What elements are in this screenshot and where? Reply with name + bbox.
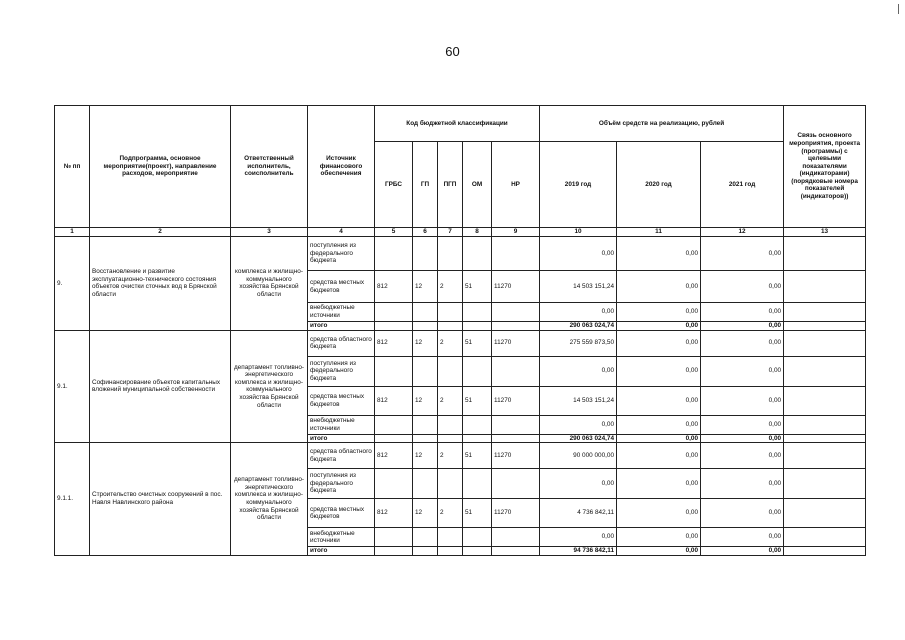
- code-gp: [413, 528, 438, 547]
- code-grbs: [375, 237, 413, 271]
- code-nr: [492, 322, 540, 331]
- code-pgp: [438, 237, 463, 271]
- table-row: [55, 330, 866, 356]
- code-om: 51: [463, 271, 492, 303]
- code-nr: [492, 469, 540, 499]
- header-pgp: ПГП: [438, 142, 463, 228]
- column-number: 12: [701, 228, 784, 237]
- code-pgp: [438, 322, 463, 331]
- code-pgp: [438, 415, 463, 434]
- header-om: ОМ: [463, 142, 492, 228]
- amount-2021: 0,00: [701, 356, 784, 386]
- funding-source: итого: [308, 434, 375, 443]
- column-number: 7: [438, 228, 463, 237]
- column-number: 1: [55, 228, 90, 237]
- amount-2020: 0,00: [617, 499, 701, 528]
- item-executor: департамент топливно-энергетического комплекса и жилищно-коммунального хозяйства Брянской области: [231, 443, 308, 556]
- funding-source: средства областного бюджета: [308, 443, 375, 469]
- code-grbs: [375, 528, 413, 547]
- code-pgp: [438, 303, 463, 322]
- funding-source: внебюджетные источники: [308, 415, 375, 434]
- code-gp: 12: [413, 271, 438, 303]
- code-grbs: 812: [375, 443, 413, 469]
- indicator-link-cell: [784, 303, 866, 322]
- amount-2021: 0,00: [701, 271, 784, 303]
- amount-2021: 0,00: [701, 469, 784, 499]
- code-grbs: 812: [375, 271, 413, 303]
- code-gp: 12: [413, 330, 438, 356]
- amount-2019: 14 503 151,24: [540, 386, 617, 415]
- code-nr: 11270: [492, 330, 540, 356]
- amount-2019: 290 063 024,74: [540, 322, 617, 331]
- amount-2019: 14 503 151,24: [540, 271, 617, 303]
- amount-2019: 0,00: [540, 303, 617, 322]
- code-gp: [413, 415, 438, 434]
- column-number: 2: [90, 228, 231, 237]
- header-2020: 2020 год: [617, 142, 701, 228]
- table-row: [55, 443, 866, 469]
- code-gp: [413, 356, 438, 386]
- indicator-link-cell: [784, 415, 866, 434]
- amount-2019: 90 000 000,00: [540, 443, 617, 469]
- amount-2021: 0,00: [701, 237, 784, 271]
- amount-2019: 0,00: [540, 237, 617, 271]
- table-row: [55, 237, 866, 271]
- code-gp: [413, 322, 438, 331]
- item-number: 9.: [55, 237, 90, 331]
- code-pgp: [438, 547, 463, 556]
- code-om: [463, 528, 492, 547]
- header-name: Подпрограмма, основное мероприятие(проект), направление расходов, мероприятие: [90, 106, 231, 228]
- code-gp: [413, 469, 438, 499]
- item-executor: комплекса и жилищно-коммунального хозяйства Брянской области: [231, 237, 308, 331]
- code-pgp: [438, 528, 463, 547]
- code-nr: 11270: [492, 271, 540, 303]
- header-nr: НР: [492, 142, 540, 228]
- amount-2021: 0,00: [701, 303, 784, 322]
- amount-2021: 0,00: [701, 443, 784, 469]
- funding-source: средства областного бюджета: [308, 330, 375, 356]
- amount-2019: 290 063 024,74: [540, 434, 617, 443]
- column-number: 8: [463, 228, 492, 237]
- header-executor: Ответственный исполнитель, соисполнитель: [231, 106, 308, 228]
- code-nr: [492, 434, 540, 443]
- code-nr: 11270: [492, 386, 540, 415]
- amount-2020: 0,00: [617, 434, 701, 443]
- code-om: 51: [463, 330, 492, 356]
- column-number-row: [55, 228, 866, 237]
- funding-source: средства местных бюджетов: [308, 386, 375, 415]
- code-pgp: [438, 469, 463, 499]
- column-number: 13: [784, 228, 866, 237]
- funding-source: внебюджетные источники: [308, 528, 375, 547]
- funding-source: поступления из федерального бюджета: [308, 469, 375, 499]
- amount-2020: 0,00: [617, 415, 701, 434]
- code-pgp: 2: [438, 386, 463, 415]
- indicator-link-cell: [784, 330, 866, 356]
- code-om: [463, 356, 492, 386]
- code-om: [463, 237, 492, 271]
- code-gp: [413, 547, 438, 556]
- column-number: 11: [617, 228, 701, 237]
- code-pgp: 2: [438, 499, 463, 528]
- code-grbs: [375, 303, 413, 322]
- code-om: [463, 547, 492, 556]
- amount-2019: 4 736 842,11: [540, 499, 617, 528]
- amount-2020: 0,00: [617, 237, 701, 271]
- amount-2019: 0,00: [540, 469, 617, 499]
- amount-2019: 94 736 842,11: [540, 547, 617, 556]
- amount-2019: 275 559 873,50: [540, 330, 617, 356]
- item-name: Строительство очистных сооружений в пос. Навля Навлинского района: [90, 443, 231, 556]
- code-gp: [413, 434, 438, 443]
- funding-source: поступления из федерального бюджета: [308, 237, 375, 271]
- code-gp: [413, 237, 438, 271]
- header-grbs: ГРБС: [375, 142, 413, 228]
- scan-edge-mark: [898, 4, 899, 14]
- indicator-link-cell: [784, 271, 866, 303]
- amount-2020: 0,00: [617, 547, 701, 556]
- indicator-link-cell: [784, 434, 866, 443]
- amount-2021: 0,00: [701, 322, 784, 331]
- code-grbs: [375, 322, 413, 331]
- amount-2021: 0,00: [701, 547, 784, 556]
- code-nr: [492, 356, 540, 386]
- funding-source: итого: [308, 322, 375, 331]
- amount-2020: 0,00: [617, 271, 701, 303]
- code-grbs: [375, 415, 413, 434]
- item-executor: департамент топливно-энергетического комплекса и жилищно-коммунального хозяйства Брянской области: [231, 330, 308, 443]
- code-gp: 12: [413, 499, 438, 528]
- amount-2020: 0,00: [617, 330, 701, 356]
- code-grbs: 812: [375, 330, 413, 356]
- code-om: [463, 415, 492, 434]
- amount-2019: 0,00: [540, 528, 617, 547]
- amount-2021: 0,00: [701, 415, 784, 434]
- header-source: Источник финансового обеспечения: [308, 106, 375, 228]
- code-om: [463, 322, 492, 331]
- code-gp: 12: [413, 386, 438, 415]
- column-number: 4: [308, 228, 375, 237]
- code-om: [463, 303, 492, 322]
- indicator-link-cell: [784, 547, 866, 556]
- code-nr: 11270: [492, 499, 540, 528]
- indicator-link-cell: [784, 322, 866, 331]
- code-pgp: 2: [438, 271, 463, 303]
- indicator-link-cell: [784, 528, 866, 547]
- page-number: 60: [445, 44, 460, 59]
- code-nr: [492, 415, 540, 434]
- funding-source: средства местных бюджетов: [308, 499, 375, 528]
- funding-source: внебюджетные источники: [308, 303, 375, 322]
- column-number: 6: [413, 228, 438, 237]
- header-2021: 2021 год: [701, 142, 784, 228]
- header-gp: ГП: [413, 142, 438, 228]
- header-num: № пп: [55, 106, 90, 228]
- column-number: 5: [375, 228, 413, 237]
- indicator-link-cell: [784, 237, 866, 271]
- column-number: 3: [231, 228, 308, 237]
- code-pgp: 2: [438, 443, 463, 469]
- amount-2019: 0,00: [540, 415, 617, 434]
- header-budget-classification: Код бюджетной классификации: [375, 106, 540, 142]
- funding-source: поступления из федерального бюджета: [308, 356, 375, 386]
- code-grbs: [375, 356, 413, 386]
- code-om: [463, 434, 492, 443]
- amount-2020: 0,00: [617, 443, 701, 469]
- amount-2020: 0,00: [617, 528, 701, 547]
- code-pgp: [438, 356, 463, 386]
- column-number: 9: [492, 228, 540, 237]
- code-om: [463, 469, 492, 499]
- indicator-link-cell: [784, 386, 866, 415]
- funding-source: итого: [308, 547, 375, 556]
- code-nr: [492, 528, 540, 547]
- amount-2019: 0,00: [540, 356, 617, 386]
- header-indicator-link: Связь основного мероприятия, проекта (программы) с целевыми показателями (индикаторами) (порядковые номера показателей (индикаторов)): [784, 106, 866, 228]
- amount-2020: 0,00: [617, 386, 701, 415]
- amount-2021: 0,00: [701, 434, 784, 443]
- item-name: Восстановление и развитие эксплуатационно-технического состояния объектов очистки сточных вод в Брянской области: [90, 237, 231, 331]
- code-nr: 11270: [492, 443, 540, 469]
- item-number: 9.1.1.: [55, 443, 90, 556]
- header-volume: Объём средств на реализацию, рублей: [540, 106, 784, 142]
- code-nr: [492, 237, 540, 271]
- code-gp: 12: [413, 443, 438, 469]
- code-pgp: 2: [438, 330, 463, 356]
- budget-table: [54, 105, 866, 556]
- code-nr: [492, 303, 540, 322]
- indicator-link-cell: [784, 499, 866, 528]
- code-om: 51: [463, 443, 492, 469]
- code-gp: [413, 303, 438, 322]
- amount-2021: 0,00: [701, 499, 784, 528]
- funding-source: средства местных бюджетов: [308, 271, 375, 303]
- code-grbs: 812: [375, 499, 413, 528]
- code-nr: [492, 547, 540, 556]
- amount-2020: 0,00: [617, 469, 701, 499]
- code-pgp: [438, 434, 463, 443]
- code-grbs: [375, 547, 413, 556]
- indicator-link-cell: [784, 356, 866, 386]
- amount-2021: 0,00: [701, 528, 784, 547]
- amount-2020: 0,00: [617, 356, 701, 386]
- code-grbs: [375, 434, 413, 443]
- indicator-link-cell: [784, 469, 866, 499]
- code-grbs: 812: [375, 386, 413, 415]
- code-om: 51: [463, 386, 492, 415]
- code-om: 51: [463, 499, 492, 528]
- column-number: 10: [540, 228, 617, 237]
- amount-2021: 0,00: [701, 330, 784, 356]
- amount-2020: 0,00: [617, 322, 701, 331]
- amount-2021: 0,00: [701, 386, 784, 415]
- item-number: 9.1.: [55, 330, 90, 443]
- amount-2020: 0,00: [617, 303, 701, 322]
- indicator-link-cell: [784, 443, 866, 469]
- item-name: Софинансирование объектов капитальных вложений муниципальной собственности: [90, 330, 231, 443]
- code-grbs: [375, 469, 413, 499]
- header-2019: 2019 год: [540, 142, 617, 228]
